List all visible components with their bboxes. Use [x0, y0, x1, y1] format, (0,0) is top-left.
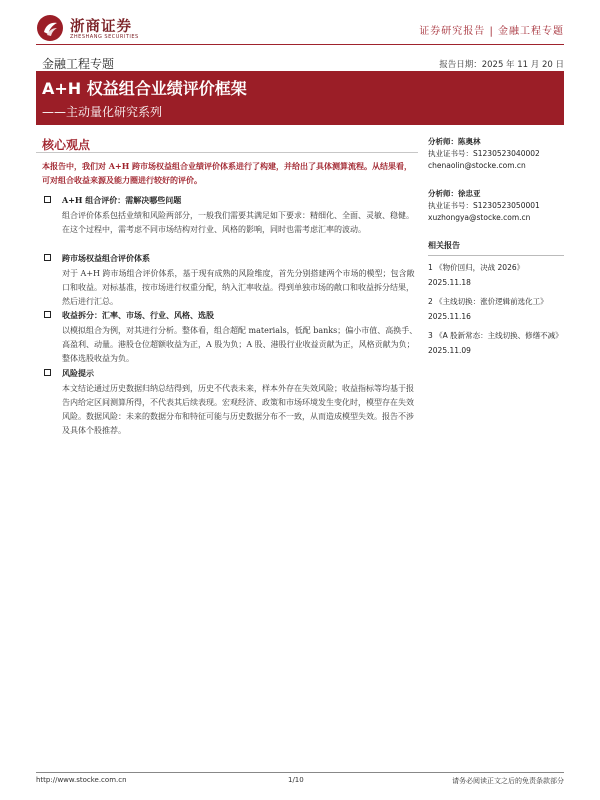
report-date: 报告日期：2025 年 11 月 20 日: [439, 60, 564, 70]
core-heading: 核心观点: [42, 138, 91, 152]
section-heading: [42, 309, 418, 321]
core-divider: [36, 152, 418, 153]
section-body: 以模拟组合为例，对其进行分析。整体看，组合超配 materials，低配 banks；偏小市值、高换手、高盈利、动量。港股仓位超额收益为正，A 股为负；A 股、港股行业收益贡献为正，风格贡献为负；整体选股收益为负。: [62, 326, 418, 363]
analyst-email[interactable]: chenaolin@stocke.com.cn: [428, 161, 526, 170]
related-report-item[interactable]: 3 《A 股新常态：主线切换、修缮不减》 2025.11.09: [428, 331, 563, 355]
related-report-item[interactable]: 1 《物价回归，决战 2026》 2025.11.18: [428, 263, 525, 287]
analyst-cert: 执业证书号：S1230523040002: [428, 149, 540, 158]
footer-disclaimer: 请务必阅读正文之后的免责条款部分: [452, 777, 564, 785]
analyst-card: [428, 136, 564, 172]
section-body: 本文结论通过历史数据归纳总结得到，历史不代表未来，样本外存在失效风险；收益指标等均基于报告内给定区间测算所得，不代表其后续表现。宏观经济、政策和市场环境发生变化时，模型存在失效风险。数据风险：未来的数据分布和特征可能与历史数据分布不一致，从而造成模型失效。报告不涉及具体个股推荐。: [62, 384, 414, 435]
logo-mark-icon: [36, 14, 64, 42]
report-subtitle: ——主动量化研究系列: [42, 105, 163, 119]
analyst-card: [428, 188, 564, 224]
brand-name-en: ZHESHANG SECURITIES: [70, 34, 139, 40]
footer-divider: [36, 772, 564, 773]
section-heading-text: A+H 组合评价：需解决哪些问题: [62, 195, 182, 205]
analyst-email[interactable]: xuzhongya@stocke.com.cn: [428, 213, 531, 222]
analyst-cert: 执业证书号：S1230523050001: [428, 201, 540, 210]
page-number: 1/10: [288, 776, 304, 784]
section-heading-text: 收益拆分：汇率、市场、行业、风格、选股: [62, 310, 214, 320]
section-body: 对于 A+H 跨市场组合评价体系，基于现有成熟的风险维度，首先分别搭建两个市场的模型；包含敞口和收益。对标基准，按市场进行权重分配，纳入汇率收益。得到单独市场的敞口和收益拆分结果，然后进行汇总。: [62, 269, 415, 306]
section-heading-text: 风险提示: [62, 368, 94, 378]
header-divider: [36, 44, 564, 45]
square-bullet-icon: [44, 196, 51, 203]
report-category: 证券研究报告 | 金融工程专题: [419, 26, 564, 37]
footer-url-link[interactable]: http://www.stocke.com.cn: [36, 776, 127, 784]
square-bullet-icon: [44, 369, 51, 376]
section-return-attribution: [42, 309, 418, 366]
section-cross-market-framework: [42, 252, 418, 309]
core-intro: 本报告中，我们对 A+H 跨市场权益组合业绩评价体系进行了构建，并给出了具体测算流程。从结果看，可对组合收益来源及能力圈进行较好的评价。: [42, 161, 413, 185]
section-body: 组合评价体系包括业绩和风险两部分，一般我们需要其满足如下要求：精细化、全面、灵敏、稳健。在这个过程中，需考虑不同市场结构对行业、风格的影响，同时也需考虑汇率的波动。: [62, 211, 414, 234]
section-heading: [42, 194, 418, 206]
company-logo: [36, 12, 146, 46]
section-heading: [42, 252, 418, 264]
analyst-sidebar: [428, 136, 564, 358]
analyst-role: 分析师：: [428, 189, 458, 198]
section-heading: [42, 367, 418, 379]
section-evaluation-questions: [42, 194, 418, 237]
section-heading-text: 跨市场权益组合评价体系: [62, 253, 150, 263]
brand-name: 浙商证券: [70, 19, 132, 35]
related-report-item[interactable]: 2 《主线切换：涨价逻辑前选化工》 2025.11.16: [428, 297, 548, 321]
analyst-name: 陈奥林: [458, 137, 481, 146]
section-risk-warning: [42, 367, 418, 438]
square-bullet-icon: [44, 254, 51, 261]
series-tag: 金融工程专题: [42, 57, 115, 71]
related-reports-heading: 相关报告: [428, 240, 564, 256]
analyst-role: 分析师：: [428, 137, 458, 146]
square-bullet-icon: [44, 311, 51, 318]
analyst-name: 徐忠亚: [458, 189, 481, 198]
report-title: A+H 权益组合业绩评价框架: [42, 79, 247, 98]
